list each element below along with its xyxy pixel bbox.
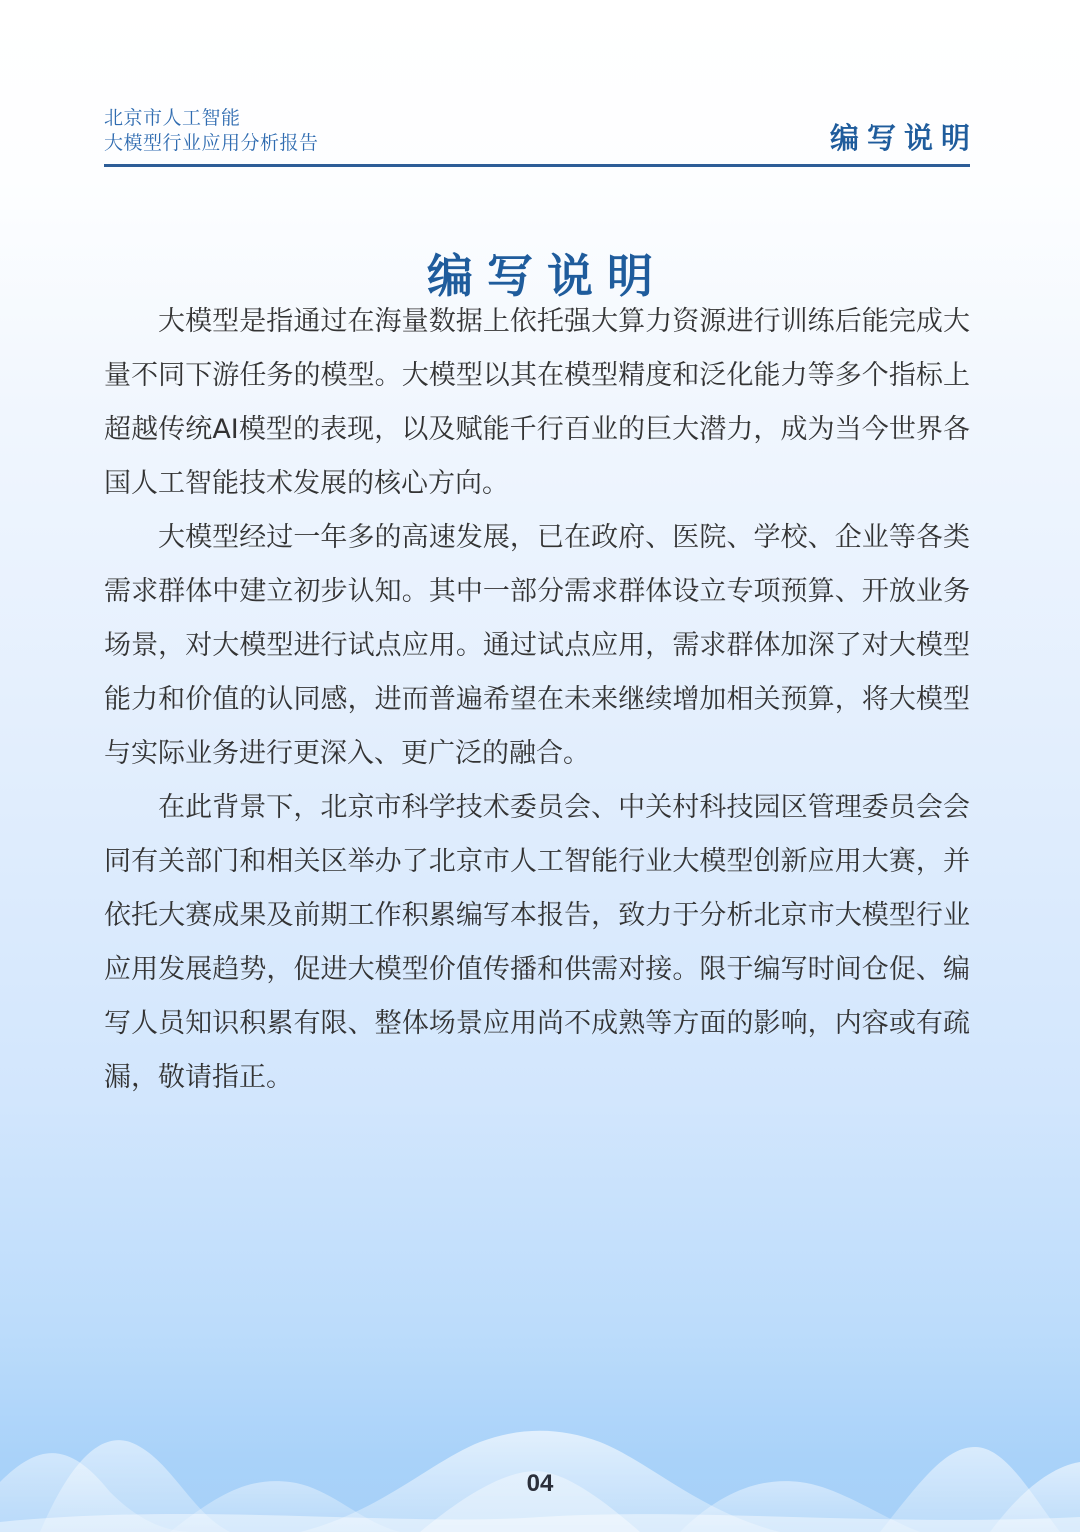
page-number: 04 xyxy=(526,1470,554,1497)
section-label: 编写说明 xyxy=(829,121,978,155)
paragraph-3: 在此背景下，北京市科学技术委员会、中关村科技园区管理委员会会同有关部门和相关区举办了北京市人工智能行业大模型创新应用大赛，并依托大赛成果及前期工作积累编写本报告，致力于分析北京市大模型行业应用发展趋势，促进大模型价值传播和供需对接。限于编写时间仓促、编写人员知识积累有限、整体场景应用尚不成熟等方面的影响，内容或有疏漏，敬请指正。 xyxy=(104,792,970,1093)
report-title xyxy=(104,106,319,156)
report-title-line2: 大模型行业应用分析报告 xyxy=(104,132,319,154)
header-divider xyxy=(104,164,970,167)
page-header xyxy=(104,106,978,166)
report-title-line1: 北京市人工智能 xyxy=(104,107,241,129)
body-text xyxy=(104,295,970,1105)
page-title: 编写说明 xyxy=(427,248,667,303)
paragraph-2: 大模型经过一年多的高速发展，已在政府、医院、学校、企业等各类需求群体中建立初步认知。其中一部分需求群体设立专项预算、开放业务场景，对大模型进行试点应用。通过试点应用，需求群体加深了对大模型能力和价值的认同感，进而普遍希望在未来继续增加相关预算，将大模型与实际业务进行更深入、更广泛的融合。 xyxy=(104,522,970,769)
paragraph-1: 大模型是指通过在海量数据上依托强大算力资源进行训练后能完成大量不同下游任务的模型。大模型以其在模型精度和泛化能力等多个指标上超越传统AI模型的表现，以及赋能千行百业的巨大潜力，成为当今世界各国人工智能技术发展的核心方向。 xyxy=(104,306,970,499)
